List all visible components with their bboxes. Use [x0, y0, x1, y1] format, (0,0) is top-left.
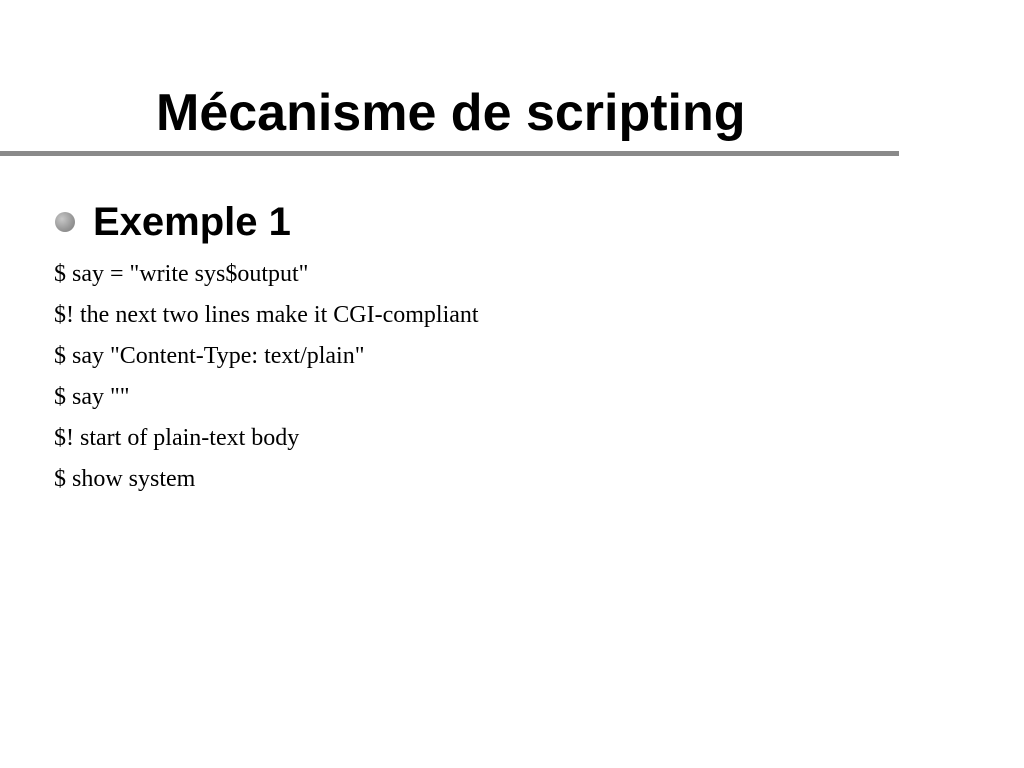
code-line: $ say = "write sys$output" [54, 261, 309, 287]
code-line: $! start of plain-text body [54, 425, 300, 451]
code-line: $ say "Content-Type: text/plain" [54, 343, 365, 369]
code-line: $ say "" [54, 384, 130, 410]
bullet-heading: Exemple 1 [93, 200, 291, 244]
title-divider [0, 151, 899, 156]
code-line: $ show system [54, 466, 196, 492]
code-listing [54, 254, 479, 500]
code-line: $! the next two lines make it CGI-compliant [54, 302, 479, 328]
slide-title: Mécanisme de scripting [156, 84, 746, 142]
bullet-item [55, 196, 291, 248]
bullet-dot-icon [55, 212, 75, 232]
